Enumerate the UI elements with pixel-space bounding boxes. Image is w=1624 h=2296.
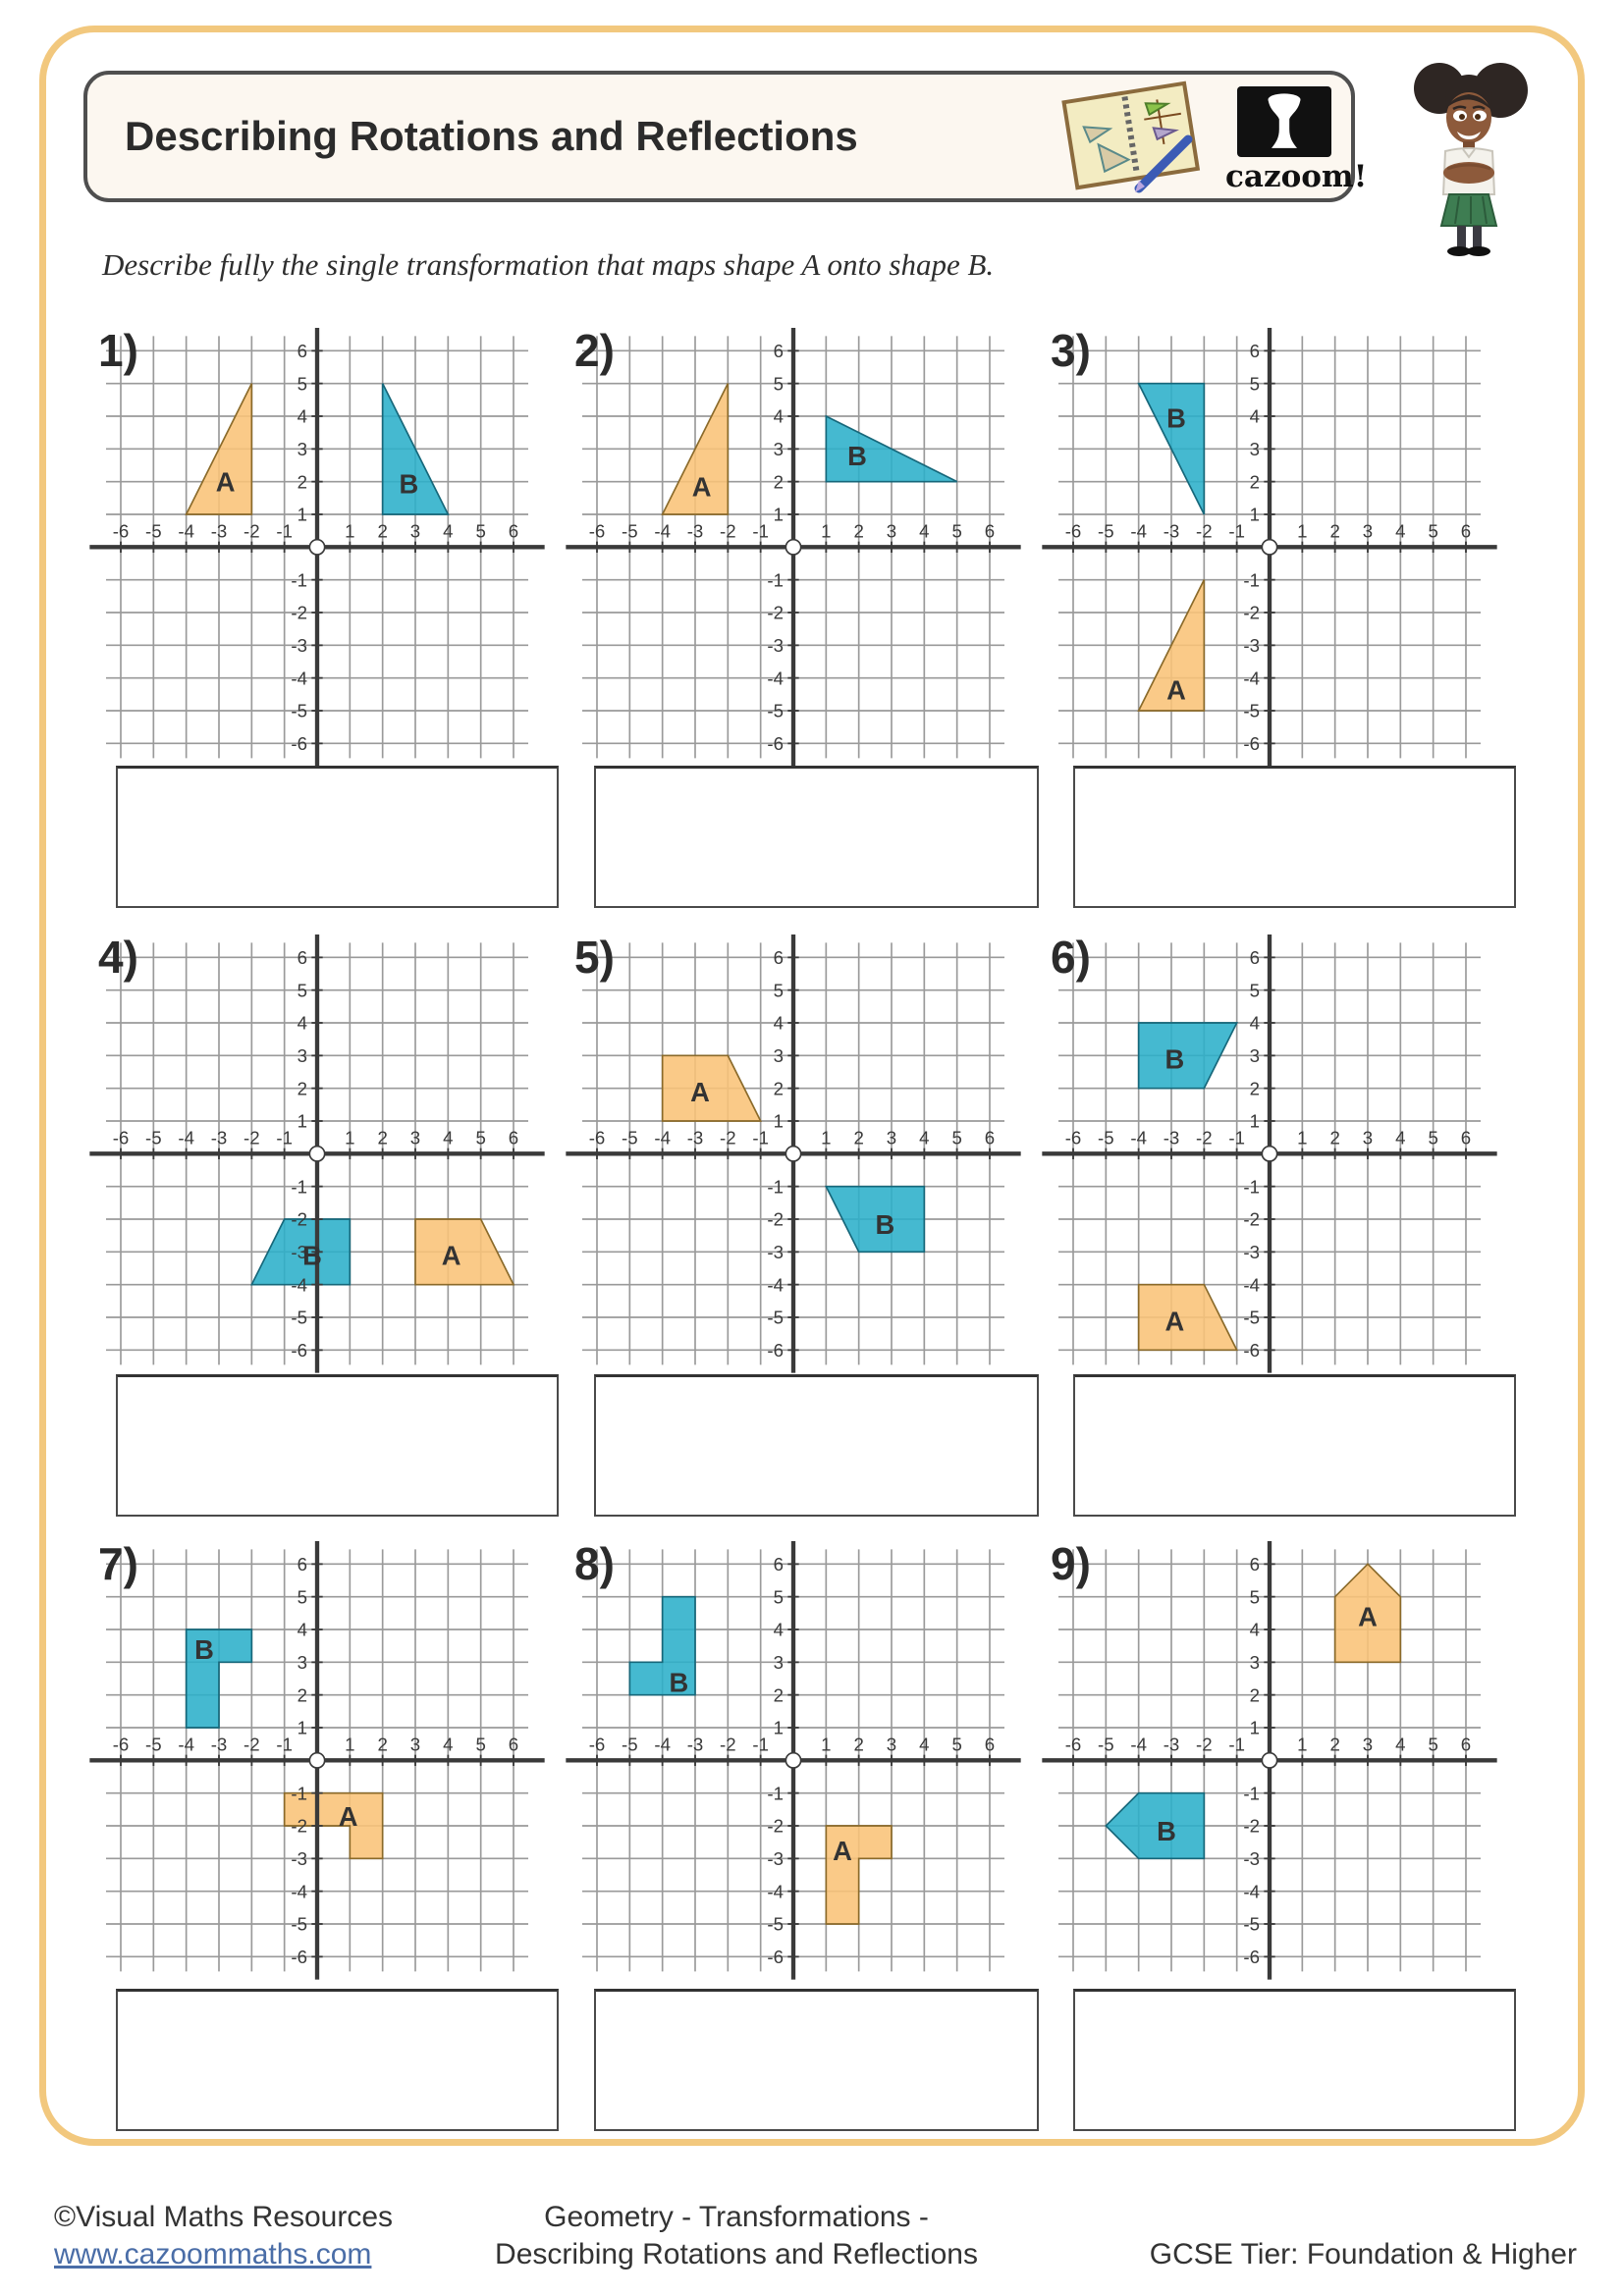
footer-topic-line2: Describing Rotations and Reflections bbox=[495, 2238, 978, 2270]
svg-text:-1 bbox=[1228, 520, 1245, 541]
svg-text:-3 bbox=[1243, 1242, 1260, 1262]
svg-text:3 bbox=[774, 1652, 784, 1673]
svg-text:-5 bbox=[1243, 1914, 1260, 1935]
svg-text:-4 bbox=[1243, 1881, 1260, 1901]
svg-text:-6 bbox=[291, 1340, 307, 1361]
svg-text:-1 bbox=[1243, 569, 1260, 590]
svg-text:4 bbox=[298, 406, 307, 427]
svg-text:5 bbox=[1428, 1734, 1437, 1754]
svg-text:2 bbox=[774, 471, 784, 492]
answer-box-q3[interactable] bbox=[1073, 766, 1516, 908]
question-5-number: 5) bbox=[574, 932, 615, 983]
svg-text:2 bbox=[853, 1127, 863, 1148]
svg-text:3 bbox=[1250, 439, 1260, 459]
svg-text:4 bbox=[1395, 1734, 1405, 1754]
question-4 bbox=[86, 931, 548, 1377]
svg-text:2 bbox=[853, 1734, 863, 1754]
svg-text:-2 bbox=[720, 520, 736, 541]
svg-text:-4 bbox=[654, 1127, 671, 1148]
svg-text:2 bbox=[1250, 1078, 1260, 1098]
svg-text:-1 bbox=[752, 520, 769, 541]
svg-text:B bbox=[194, 1634, 214, 1665]
svg-text:6 bbox=[985, 1127, 995, 1148]
svg-text:4 bbox=[1250, 1620, 1260, 1640]
svg-text:-4 bbox=[178, 1127, 194, 1148]
svg-text:-3 bbox=[687, 1127, 704, 1148]
svg-text:-1 bbox=[276, 1127, 293, 1148]
question-7 bbox=[86, 1537, 548, 1984]
cazoom-brand-text: cazoom! bbox=[1225, 159, 1368, 194]
svg-text:1 bbox=[298, 505, 307, 525]
student-girl-illustration bbox=[1398, 55, 1545, 256]
answer-box-q1[interactable] bbox=[116, 766, 559, 908]
question-1 bbox=[86, 324, 548, 771]
svg-text:1 bbox=[1297, 520, 1307, 541]
svg-text:3 bbox=[887, 1127, 896, 1148]
question-9 bbox=[1039, 1537, 1500, 1984]
svg-text:6 bbox=[298, 947, 307, 968]
question-6 bbox=[1039, 931, 1500, 1377]
svg-text:5 bbox=[774, 1586, 784, 1607]
cazoom-logo bbox=[1225, 86, 1368, 194]
svg-text:5 bbox=[951, 520, 961, 541]
svg-text:3 bbox=[887, 1734, 896, 1754]
svg-text:2 bbox=[1250, 471, 1260, 492]
svg-text:2 bbox=[377, 520, 387, 541]
svg-text:2 bbox=[298, 471, 307, 492]
svg-text:-4 bbox=[178, 1734, 194, 1754]
page-title: Describing Rotations and Reflections bbox=[125, 113, 858, 159]
svg-text:6 bbox=[774, 341, 784, 361]
answer-box-q6[interactable] bbox=[1073, 1374, 1516, 1517]
svg-text:-4 bbox=[291, 667, 307, 688]
cazoom-drum-icon bbox=[1237, 86, 1331, 157]
svg-text:-2 bbox=[720, 1734, 736, 1754]
svg-text:4 bbox=[919, 1127, 929, 1148]
svg-text:1 bbox=[1297, 1127, 1307, 1148]
svg-text:-5 bbox=[1098, 1734, 1114, 1754]
grid-6 bbox=[1039, 931, 1500, 1377]
svg-text:6 bbox=[509, 1734, 518, 1754]
svg-text:-6 bbox=[767, 1947, 784, 1967]
svg-text:5 bbox=[298, 1586, 307, 1607]
svg-text:4 bbox=[1250, 406, 1260, 427]
svg-text:5 bbox=[951, 1734, 961, 1754]
svg-text:3 bbox=[298, 1652, 307, 1673]
svg-text:-5 bbox=[145, 1127, 162, 1148]
svg-text:-3 bbox=[291, 1848, 307, 1869]
svg-text:-5 bbox=[622, 520, 638, 541]
svg-text:4 bbox=[774, 1013, 784, 1034]
svg-text:-2 bbox=[291, 1816, 307, 1837]
svg-text:2 bbox=[298, 1684, 307, 1705]
svg-text:-6 bbox=[113, 1127, 130, 1148]
svg-text:5 bbox=[475, 1127, 485, 1148]
svg-text:-4 bbox=[1130, 1127, 1147, 1148]
question-3-number: 3) bbox=[1051, 325, 1091, 376]
question-4-number: 4) bbox=[98, 932, 138, 983]
svg-text:-5 bbox=[1098, 1127, 1114, 1148]
svg-text:-3 bbox=[687, 520, 704, 541]
svg-text:1 bbox=[1250, 1111, 1260, 1132]
svg-text:-1 bbox=[767, 1783, 784, 1803]
svg-text:-6 bbox=[767, 1340, 784, 1361]
svg-text:B bbox=[1157, 1816, 1176, 1846]
svg-text:B bbox=[875, 1209, 894, 1240]
notebook-icon bbox=[1053, 79, 1210, 196]
svg-text:-6 bbox=[589, 1127, 606, 1148]
svg-text:-2 bbox=[291, 603, 307, 623]
svg-text:6 bbox=[985, 1734, 995, 1754]
svg-text:-1 bbox=[1243, 1783, 1260, 1803]
svg-text:3 bbox=[1250, 1045, 1260, 1066]
svg-text:B bbox=[302, 1241, 322, 1271]
svg-text:6 bbox=[1461, 520, 1471, 541]
svg-text:B bbox=[847, 441, 867, 471]
svg-text:A bbox=[1164, 1306, 1184, 1336]
svg-text:-2 bbox=[1196, 520, 1213, 541]
svg-text:B bbox=[1166, 403, 1186, 434]
svg-text:-5 bbox=[145, 520, 162, 541]
svg-text:-6 bbox=[1243, 733, 1260, 754]
svg-text:-3 bbox=[767, 1242, 784, 1262]
svg-text:B bbox=[399, 468, 418, 499]
svg-text:4 bbox=[774, 406, 784, 427]
question-5 bbox=[563, 931, 1024, 1377]
svg-text:-5 bbox=[1098, 520, 1114, 541]
svg-text:6 bbox=[774, 1554, 784, 1575]
svg-text:-2 bbox=[244, 1127, 260, 1148]
grid-1 bbox=[86, 324, 548, 771]
grid-9 bbox=[1039, 1537, 1500, 1984]
svg-text:1 bbox=[345, 1734, 354, 1754]
svg-text:-3 bbox=[211, 520, 228, 541]
question-1-number: 1) bbox=[98, 325, 138, 376]
svg-text:4 bbox=[919, 1734, 929, 1754]
svg-text:6 bbox=[1250, 341, 1260, 361]
svg-text:1 bbox=[821, 1127, 831, 1148]
svg-text:-4 bbox=[767, 667, 784, 688]
svg-text:-1 bbox=[752, 1127, 769, 1148]
svg-text:3 bbox=[410, 1734, 420, 1754]
footer-topic-line1: Geometry - Transformations - bbox=[544, 2201, 929, 2233]
svg-text:6 bbox=[774, 947, 784, 968]
svg-text:-2 bbox=[1243, 1816, 1260, 1837]
svg-text:-4 bbox=[767, 1881, 784, 1901]
svg-text:6 bbox=[509, 1127, 518, 1148]
svg-text:5 bbox=[298, 980, 307, 1000]
svg-text:3 bbox=[410, 1127, 420, 1148]
svg-text:6 bbox=[298, 341, 307, 361]
svg-text:-3 bbox=[211, 1734, 228, 1754]
grid-8 bbox=[563, 1537, 1024, 1984]
svg-text:-2 bbox=[1243, 1209, 1260, 1230]
svg-text:-3 bbox=[1164, 520, 1180, 541]
svg-text:-4 bbox=[767, 1274, 784, 1295]
svg-text:-1 bbox=[767, 1176, 784, 1197]
svg-text:4 bbox=[298, 1620, 307, 1640]
svg-text:2 bbox=[1250, 1684, 1260, 1705]
svg-text:-5 bbox=[767, 701, 784, 721]
svg-text:-1 bbox=[1228, 1127, 1245, 1148]
svg-text:-4 bbox=[654, 520, 671, 541]
svg-text:-2 bbox=[291, 1209, 307, 1230]
svg-text:3 bbox=[1363, 1734, 1373, 1754]
svg-text:2 bbox=[853, 520, 863, 541]
svg-text:2 bbox=[774, 1078, 784, 1098]
question-6-number: 6) bbox=[1051, 932, 1091, 983]
svg-text:-2 bbox=[767, 603, 784, 623]
svg-text:2 bbox=[377, 1734, 387, 1754]
footer-tier: GCSE Tier: Foundation & Higher bbox=[1149, 2238, 1577, 2270]
svg-text:-5 bbox=[291, 1914, 307, 1935]
svg-text:-1 bbox=[767, 569, 784, 590]
svg-text:-5 bbox=[145, 1734, 162, 1754]
svg-text:-1 bbox=[291, 1783, 307, 1803]
svg-text:-6 bbox=[1065, 1734, 1082, 1754]
svg-text:1 bbox=[345, 520, 354, 541]
svg-text:2 bbox=[1329, 1127, 1339, 1148]
svg-text:5 bbox=[774, 980, 784, 1000]
svg-text:-5 bbox=[1243, 701, 1260, 721]
svg-text:-3 bbox=[767, 1848, 784, 1869]
svg-text:2 bbox=[1329, 520, 1339, 541]
svg-text:1 bbox=[298, 1111, 307, 1132]
question-2-number: 2) bbox=[574, 325, 615, 376]
svg-text:-2 bbox=[1243, 603, 1260, 623]
svg-text:-6 bbox=[113, 520, 130, 541]
svg-text:4 bbox=[443, 520, 453, 541]
svg-text:5 bbox=[1250, 1586, 1260, 1607]
svg-text:3 bbox=[298, 439, 307, 459]
svg-text:-3 bbox=[767, 635, 784, 656]
svg-text:-6 bbox=[767, 733, 784, 754]
svg-text:5 bbox=[475, 520, 485, 541]
svg-text:-3 bbox=[211, 1127, 228, 1148]
svg-text:3 bbox=[1363, 520, 1373, 541]
svg-text:-1 bbox=[291, 1176, 307, 1197]
svg-text:4 bbox=[919, 520, 929, 541]
svg-text:3 bbox=[774, 439, 784, 459]
question-3 bbox=[1039, 324, 1500, 771]
svg-text:A bbox=[690, 1077, 710, 1107]
svg-text:-2 bbox=[767, 1816, 784, 1837]
svg-text:-2 bbox=[244, 520, 260, 541]
svg-text:-5 bbox=[1243, 1308, 1260, 1328]
svg-text:6 bbox=[985, 520, 995, 541]
svg-text:-4 bbox=[1243, 1274, 1260, 1295]
svg-text:3 bbox=[774, 1045, 784, 1066]
svg-text:-2 bbox=[1196, 1127, 1213, 1148]
svg-text:4 bbox=[1395, 1127, 1405, 1148]
grid-2 bbox=[563, 324, 1024, 771]
svg-text:A bbox=[692, 472, 712, 503]
svg-text:-1 bbox=[291, 569, 307, 590]
svg-text:5 bbox=[1250, 373, 1260, 394]
svg-text:-1 bbox=[1243, 1176, 1260, 1197]
svg-text:-1 bbox=[276, 1734, 293, 1754]
svg-text:A bbox=[1166, 674, 1186, 705]
svg-text:-3 bbox=[687, 1734, 704, 1754]
svg-text:-4 bbox=[178, 520, 194, 541]
svg-text:-6 bbox=[1243, 1340, 1260, 1361]
instruction-text: Describe fully the single transformation that maps shape A onto shape B. bbox=[102, 247, 995, 282]
svg-text:5 bbox=[475, 1734, 485, 1754]
svg-text:2 bbox=[298, 1078, 307, 1098]
question-8-number: 8) bbox=[574, 1538, 615, 1589]
svg-text:-4 bbox=[291, 1274, 307, 1295]
svg-text:-4 bbox=[1130, 520, 1147, 541]
footer-website-link[interactable]: www.cazoommaths.com bbox=[54, 2238, 372, 2270]
svg-text:1 bbox=[774, 505, 784, 525]
svg-text:1 bbox=[774, 1111, 784, 1132]
svg-text:-2 bbox=[1196, 1734, 1213, 1754]
svg-text:B bbox=[669, 1667, 688, 1697]
svg-text:-4 bbox=[1130, 1734, 1147, 1754]
svg-text:1 bbox=[1250, 505, 1260, 525]
question-2 bbox=[563, 324, 1024, 771]
svg-text:B bbox=[1164, 1044, 1184, 1075]
svg-text:5 bbox=[774, 373, 784, 394]
svg-text:6 bbox=[1461, 1734, 1471, 1754]
svg-text:4 bbox=[1250, 1013, 1260, 1034]
svg-text:-4 bbox=[1243, 667, 1260, 688]
svg-text:4 bbox=[1395, 520, 1405, 541]
svg-text:2 bbox=[774, 1684, 784, 1705]
svg-text:4 bbox=[774, 1620, 784, 1640]
svg-text:2 bbox=[1329, 1734, 1339, 1754]
svg-text:A bbox=[833, 1836, 852, 1866]
svg-text:-2 bbox=[244, 1734, 260, 1754]
svg-text:-6 bbox=[1065, 1127, 1082, 1148]
svg-text:5 bbox=[1250, 980, 1260, 1000]
svg-text:1 bbox=[821, 520, 831, 541]
question-7-number: 7) bbox=[98, 1538, 138, 1589]
svg-text:6 bbox=[1250, 1554, 1260, 1575]
svg-text:-6 bbox=[589, 520, 606, 541]
svg-text:5 bbox=[298, 373, 307, 394]
svg-text:-3 bbox=[1164, 1734, 1180, 1754]
svg-text:1 bbox=[1250, 1718, 1260, 1738]
svg-text:1 bbox=[298, 1718, 307, 1738]
svg-text:-5 bbox=[291, 701, 307, 721]
answer-box-q5[interactable] bbox=[594, 1374, 1039, 1517]
svg-text:-3 bbox=[291, 635, 307, 656]
svg-text:5 bbox=[1428, 1127, 1437, 1148]
svg-text:-6 bbox=[589, 1734, 606, 1754]
svg-text:5 bbox=[1428, 520, 1437, 541]
svg-text:3 bbox=[887, 520, 896, 541]
svg-text:A bbox=[1358, 1602, 1378, 1632]
svg-text:3 bbox=[410, 520, 420, 541]
svg-text:-1 bbox=[752, 1734, 769, 1754]
svg-text:-2 bbox=[720, 1127, 736, 1148]
svg-text:6 bbox=[1250, 947, 1260, 968]
svg-text:3 bbox=[298, 1045, 307, 1066]
svg-text:-5 bbox=[291, 1308, 307, 1328]
grid-3 bbox=[1039, 324, 1500, 771]
svg-text:6 bbox=[1461, 1127, 1471, 1148]
svg-text:A bbox=[442, 1241, 461, 1271]
svg-text:4 bbox=[443, 1734, 453, 1754]
svg-text:A bbox=[339, 1801, 358, 1832]
answer-box-q4[interactable] bbox=[116, 1374, 559, 1517]
svg-text:-6 bbox=[291, 1947, 307, 1967]
svg-text:4 bbox=[443, 1127, 453, 1148]
svg-text:5 bbox=[951, 1127, 961, 1148]
svg-text:-5 bbox=[767, 1308, 784, 1328]
grid-5 bbox=[563, 931, 1024, 1377]
grid-7 bbox=[86, 1537, 548, 1984]
svg-text:4 bbox=[298, 1013, 307, 1034]
svg-text:3 bbox=[1250, 1652, 1260, 1673]
answer-box-q9[interactable] bbox=[1073, 1989, 1516, 2131]
footer-copyright: ©Visual Maths Resources bbox=[54, 2201, 394, 2233]
svg-text:-1 bbox=[276, 520, 293, 541]
svg-text:-6 bbox=[113, 1734, 130, 1754]
svg-text:6 bbox=[298, 1554, 307, 1575]
svg-text:-4 bbox=[291, 1881, 307, 1901]
svg-text:-6 bbox=[291, 733, 307, 754]
svg-text:-5 bbox=[622, 1127, 638, 1148]
svg-text:-6 bbox=[1065, 520, 1082, 541]
svg-text:-5 bbox=[622, 1734, 638, 1754]
svg-text:-3 bbox=[1243, 635, 1260, 656]
svg-text:1 bbox=[1297, 1734, 1307, 1754]
svg-text:-4 bbox=[654, 1734, 671, 1754]
answer-box-q7[interactable] bbox=[116, 1989, 559, 2131]
svg-text:2 bbox=[377, 1127, 387, 1148]
svg-text:-3 bbox=[1164, 1127, 1180, 1148]
question-8 bbox=[563, 1537, 1024, 1984]
svg-text:-2 bbox=[767, 1209, 784, 1230]
svg-text:1 bbox=[821, 1734, 831, 1754]
svg-text:-5 bbox=[767, 1914, 784, 1935]
svg-text:1 bbox=[774, 1718, 784, 1738]
grid-4 bbox=[86, 931, 548, 1377]
svg-text:3 bbox=[1363, 1127, 1373, 1148]
svg-text:1 bbox=[345, 1127, 354, 1148]
svg-text:6 bbox=[509, 520, 518, 541]
answer-box-q8[interactable] bbox=[594, 1989, 1039, 2131]
svg-text:A bbox=[216, 467, 236, 498]
answer-box-q2[interactable] bbox=[594, 766, 1039, 908]
svg-text:-1 bbox=[1228, 1734, 1245, 1754]
question-9-number: 9) bbox=[1051, 1538, 1091, 1589]
svg-text:-6 bbox=[1243, 1947, 1260, 1967]
footer bbox=[0, 2187, 1624, 2285]
svg-text:-3 bbox=[1243, 1848, 1260, 1869]
